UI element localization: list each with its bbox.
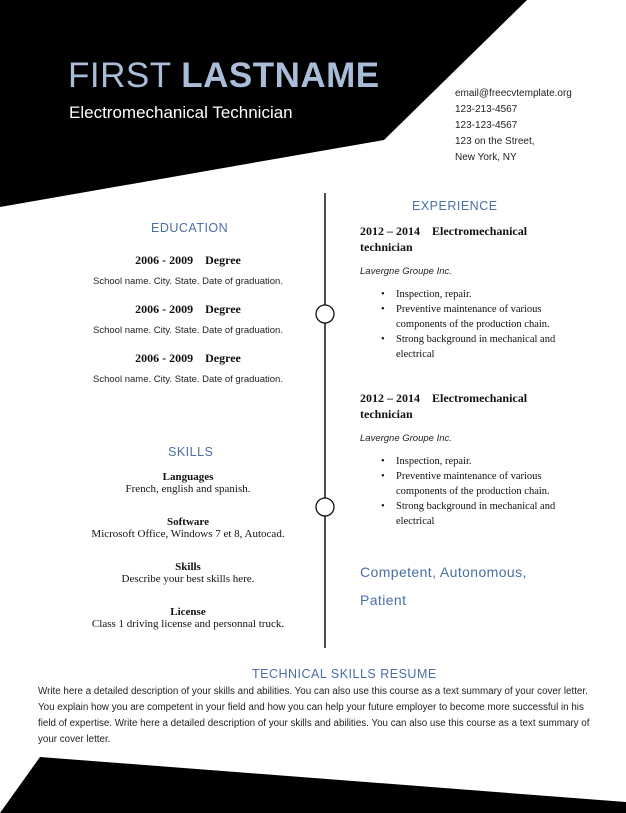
skill-heading: License	[170, 606, 206, 618]
skill-item	[38, 561, 338, 585]
skill-heading: Languages	[162, 471, 214, 483]
technical-summary: Write here a detailed description of your skills and abilities. You can also use this course as a text summary of your cover letter. You explain how you are competent in your field and how you can help your future employer to become more successful in his field of expertise. Write here a detailed description of your skills and abilities. You can also use this course as a text summary of your cover letter.	[38, 686, 590, 745]
education-degree: Degree	[205, 253, 241, 267]
list-item: • Strong background in mechanical and electrical	[360, 499, 576, 529]
list-item: • Inspection, repair.	[360, 287, 576, 302]
experience-company: Lavergne Groupe Inc.	[360, 266, 452, 277]
experience-years: 2012 – 2014	[360, 224, 420, 238]
full-name	[68, 56, 380, 96]
contact-street: 123 on the Street,	[455, 136, 535, 147]
education-school: School name. City. State. Date of graduation.	[93, 325, 283, 336]
education-degree: Degree	[205, 351, 241, 365]
contact-block	[455, 86, 572, 166]
technical-title: TECHNICAL SKILLS RESUME	[252, 667, 437, 681]
experience-item	[360, 223, 576, 362]
list-item: • Strong background in mechanical and electrical	[360, 332, 576, 362]
education-years: 2006 - 2009	[135, 302, 194, 316]
experience-company: Lavergne Groupe Inc.	[360, 433, 452, 444]
education-school: School name. City. State. Date of graduation.	[93, 374, 283, 385]
experience-heading	[360, 223, 560, 255]
experience-years: 2012 – 2014	[360, 391, 420, 405]
tagline: Competent, Autonomous, Patient	[360, 564, 527, 608]
experience-bullets	[360, 287, 576, 362]
timeline-node	[316, 498, 334, 516]
skill-detail: Class 1 driving license and personnal truck.	[91, 618, 285, 630]
job-title: Electromechanical Technician	[69, 103, 293, 122]
education-item	[38, 351, 338, 385]
skill-heading: Skills	[175, 561, 201, 573]
education-school: School name. City. State. Date of graduation.	[93, 276, 283, 287]
education-item	[38, 253, 338, 287]
contact-phone: 123-123-4567	[455, 120, 518, 131]
skills-title: SKILLS	[168, 445, 214, 459]
skill-item	[38, 516, 338, 540]
experience-role: Electromechanical technician	[360, 224, 528, 254]
skill-detail: Describe your best skills here.	[121, 573, 255, 585]
skill-detail: Microsoft Office, Windows 7 et 8, Autocad.	[91, 528, 285, 540]
skill-detail: French, english and spanish.	[125, 483, 251, 495]
skill-item	[38, 606, 338, 630]
experience-item	[360, 390, 576, 529]
education-item	[38, 302, 338, 336]
education-years: 2006 - 2009	[135, 253, 194, 267]
experience-heading	[360, 390, 560, 422]
last-name: LASTNAME	[181, 56, 380, 95]
contact-city: New York, NY	[455, 152, 517, 163]
list-item: • Preventive maintenance of various components of the production chain.	[360, 302, 576, 332]
skill-item	[38, 471, 338, 495]
list-item: • Preventive maintenance of various components of the production chain.	[360, 469, 576, 499]
contact-email: email@freecvtemplate.org	[455, 88, 572, 99]
education-degree: Degree	[205, 302, 241, 316]
experience-role: Electromechanical technician	[360, 391, 528, 421]
footer-black-shape	[0, 757, 626, 813]
education-years: 2006 - 2009	[135, 351, 194, 365]
experience-bullets	[360, 454, 576, 529]
experience-title: EXPERIENCE	[412, 199, 498, 213]
list-item: • Inspection, repair.	[360, 454, 576, 469]
first-name: FIRST	[68, 56, 171, 95]
skill-heading: Software	[167, 516, 209, 528]
education-title: EDUCATION	[151, 221, 229, 235]
contact-phone: 123-213-4567	[455, 104, 518, 115]
